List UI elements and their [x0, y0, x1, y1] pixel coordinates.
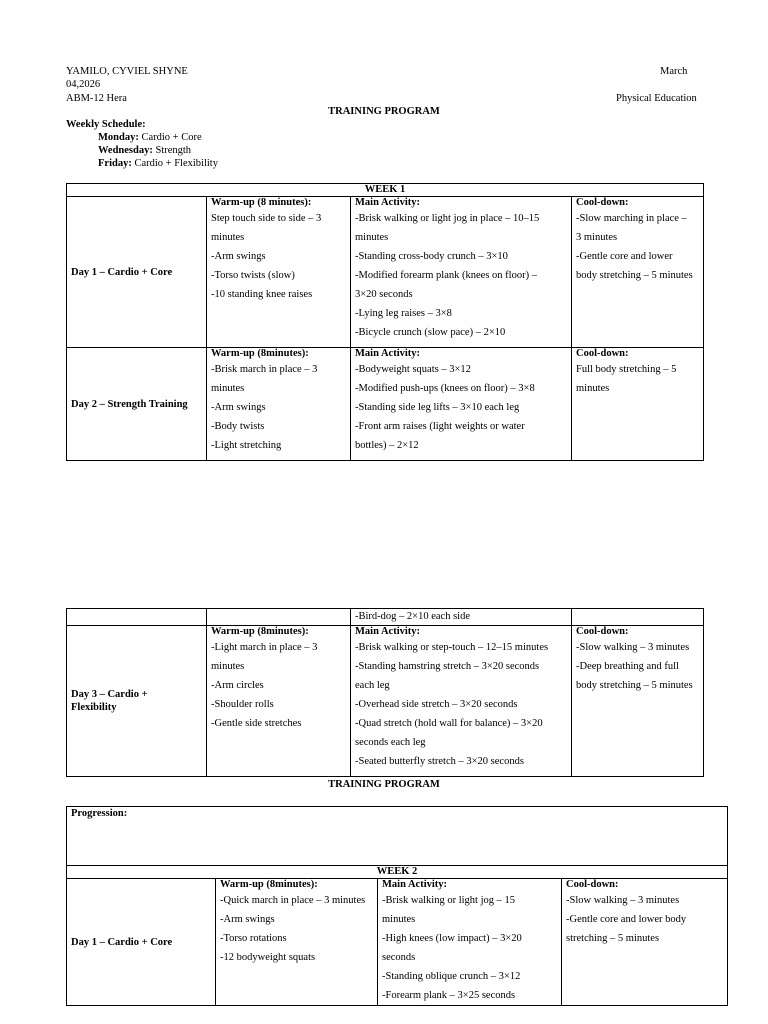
day-name: Day 1 – Cardio + Core	[67, 197, 207, 348]
week2-table	[66, 806, 728, 1006]
main-activity-cell: Main Activity: -Brisk walking or light jog – 15 minutes -High knees (low impact) – 3×20 seconds -Standing oblique crunch – 3×12 -Forearm plank – 3×25 seconds	[378, 879, 562, 1006]
schedule-item-monday: Monday: Cardio + Core	[98, 132, 202, 143]
warmup-cell: Warm-up (8minutes): -Quick march in place – 3 minutes -Arm swings -Torso rotations -12 bodyweight squats	[216, 879, 378, 1006]
table-row	[67, 879, 728, 1006]
main-activity-cell: Main Activity: -Brisk walking or step-touch – 12–15 minutes -Standing hamstring stretch – 3×20 seconds each leg -Overhead side stretch – 3×20 seconds -Quad stretch (hold wall for balance) – 3×20 seconds each leg -Seated butterfly stretch – 3×20 seconds	[351, 626, 572, 777]
table-row	[67, 609, 704, 626]
cooldown-cell: Cool-down: Full body stretching – 5 minutes	[572, 348, 704, 461]
schedule-item-wednesday: Wednesday: Strength	[98, 145, 192, 156]
table-row	[67, 626, 704, 777]
schedule-item-friday: Friday: Cardio + Flexibility	[98, 158, 218, 169]
main-activity-cell: Main Activity: -Brisk walking or light jog in place – 10–15 minutes -Standing cross-body crunch – 3×10 -Modified forearm plank (knees on floor) – 3×20 seconds -Lying leg raises – 3×8 -Bicycle crunch (slow pace) – 2×10	[351, 197, 572, 348]
warmup-cell: Warm-up (8 minutes): Step touch side to side – 3 minutes -Arm swings -Torso twists (slow) -10 standing knee raises	[207, 197, 351, 348]
cooldown-cell: Cool-down: -Slow walking – 3 minutes -Deep breathing and full body stretching – 5 minutes	[572, 626, 704, 777]
warmup-cell: Warm-up (8minutes): -Light march in place – 3 minutes -Arm circles -Shoulder rolls -Gentle side stretches	[207, 626, 351, 777]
week2-header-row	[67, 866, 728, 879]
day-name: Day 1 – Cardio + Core	[67, 879, 216, 1006]
continued-activity: -Bird-dog – 2×10 each side	[351, 609, 572, 626]
cooldown-cell: Cool-down: -Slow marching in place – 3 minutes -Gentle core and lower body stretching – 5 minutes	[572, 197, 704, 348]
document-title: TRAINING PROGRAM	[328, 106, 440, 117]
schedule-label: Weekly Schedule:	[66, 119, 146, 130]
week2-label: WEEK 2	[67, 866, 728, 879]
date-day-year: 04,2026	[66, 79, 101, 90]
student-name: YAMILO, CYVIEL SHYNE	[66, 66, 188, 77]
table-row	[67, 197, 704, 348]
progression-row	[67, 807, 728, 866]
document-title-2: TRAINING PROGRAM	[328, 779, 440, 790]
empty-cell	[67, 609, 207, 626]
subject-label: Physical Education	[616, 93, 697, 104]
empty-cell	[572, 609, 704, 626]
week1-table-continued	[66, 608, 704, 777]
cooldown-cell: Cool-down: -Slow walking – 3 minutes -Gentle core and lower body stretching – 5 minutes	[562, 879, 728, 1006]
date-month: March	[660, 66, 688, 77]
table-row	[67, 348, 704, 461]
warmup-cell: Warm-up (8minutes): -Brisk march in place – 3 minutes -Arm swings -Body twists -Light stretching	[207, 348, 351, 461]
section-label: ABM-12 Hera	[66, 93, 127, 104]
day-name: Day 3 – Cardio + Flexibility	[67, 626, 207, 777]
week1-label: WEEK 1	[67, 184, 704, 197]
day-name: Day 2 – Strength Training	[67, 348, 207, 461]
week1-table	[66, 183, 704, 461]
empty-cell	[207, 609, 351, 626]
week1-header-row	[67, 184, 704, 197]
main-activity-cell: Main Activity: -Bodyweight squats – 3×12 -Modified push-ups (knees on floor) – 3×8 -Standing side leg lifts – 3×10 each leg -Front arm raises (light weights or water bottles) – 2×12	[351, 348, 572, 461]
progression-label: Progression:	[67, 807, 728, 866]
